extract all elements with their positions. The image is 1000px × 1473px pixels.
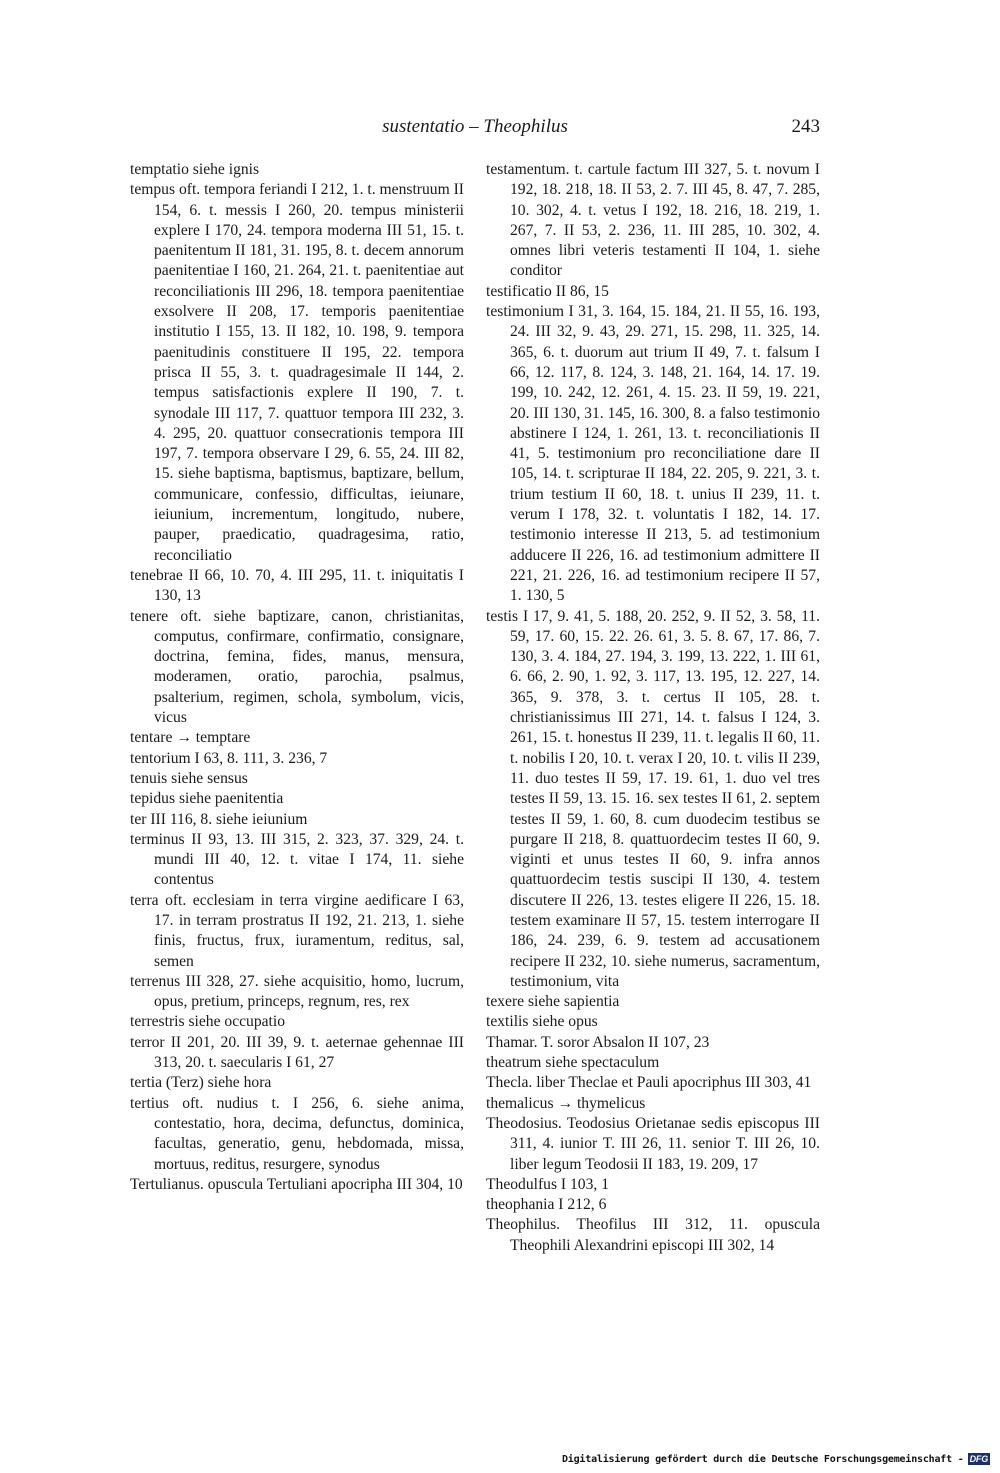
index-entry: Theophilus. Theofilus III 312, 11. opuscula Theophili Alexandrini episcopi III 302, 14 (486, 1216, 820, 1254)
index-entry: tentorium I 63, 8. 111, 3. 236, 7 (130, 749, 328, 767)
index-entry: tertia (Terz) siehe hora (130, 1074, 272, 1092)
index-entry: tenere oft. siehe baptizare, canon, christianitas, computus, confirmare, confirmatio, consignare, doctrina, femina, fides, manus, mensura, moderamen, oratio, parochia, psalmus, psalterium, regimen, schola, symbolum, vicis, vicus (130, 607, 464, 727)
index-entry: testimonium I 31, 3. 164, 15. 184, 21. II 55, 16. 193, 24. III 32, 9. 43, 29. 271, 15. 298, 11. 325, 14. 365, 6. t. duorum aut trium II 49, 7. t. falsum I 66, 12. 117, 8. 124, 3. 148, 21. 164, 14. 17. 19. 199, 10. 242, 12. 261, 4. 15. 23. II 59, 19. 221, 20. III 130, 31. 145, 16. 300, 8. a falso testimonio abstinere I 124, 1. 261, 13. t. reconciliationis II 41, 5. testimonium pro reconciliatione dare II 105, 14. t. scripturae II 184, 22. 205, 9. 221, 3. t. trium testium II 60, 18. t. unius II 239, 11. t. verum I 178, 32. t. voluntatis I 182, 14. 17. testimonio interesse II 213, 5. ad testimonium adducere II 226, 16. ad testimonium admittere II 221, 21. 226, 16. ad testimonium recipere II 57, 1. 130, 5 (486, 303, 820, 605)
digitization-footer (562, 1453, 990, 1465)
index-entry: Thamar. T. soror Absalon II 107, 23 (486, 1033, 710, 1051)
page-header (130, 116, 820, 142)
index-entry: testamentum. t. cartule factum III 327, 5. t. novum I 192, 18. 218, 18. II 53, 2. 7. III 45, 8. 47, 7. 285, 10. 302, 4. t. vetus I 192, 18. 216, 18. 219, 1. 267, 7. II 53, 2. 236, 11. III 285, 10. 302, 4. omnes libri veteris testamenti II 104, 1. siehe conditor (486, 161, 820, 280)
index-entry: tentare → temptare (130, 729, 251, 747)
index-entry: textilis siehe opus (486, 1013, 598, 1031)
index-entry: theophania I 212, 6 (486, 1196, 607, 1214)
index-entry: Theodosius. Teodosius Orietanae sedis episcopus III 311, 4. iunior T. III 26, 11. senior T. III 26, 10. liber legum Teodosii II 183, 19. 209, 17 (486, 1114, 820, 1173)
index-entry: terror II 201, 20. III 39, 9. t. aeternae gehennae III 313, 20. t. saecularis I 61, 27 (130, 1033, 464, 1072)
page-number: 243 (791, 116, 820, 137)
index-entry: temptatio siehe ignis (130, 161, 260, 178)
index-entry: Theodulfus I 103, 1 (486, 1175, 609, 1193)
index-entry: theatrum siehe spectaculum (486, 1054, 660, 1072)
index-entry: terminus II 93, 13. III 315, 2. 323, 37. 329, 24. t. mundi III 40, 12. t. vitae I 174, 11. siehe contentus (130, 830, 464, 889)
index-entry: tepidus siehe paenitentia (130, 790, 284, 808)
index-entry: testis I 17, 9. 41, 5. 188, 20. 252, 9. II 52, 3. 58, 11. 59, 17. 60, 15. 22. 26. 61, 3. 5. 8. 67, 17. 86, 7. 130, 3. 4. 184, 27. 194, 3. 199, 13. 222, 1. III 61, 6. 66, 2. 90, 1. 92, 3. 117, 13. 195, 12. 227, 14. 365, 9. 378, 3. t. certus II 105, 28. t. christianissimus III 271, 14. t. falsus I 124, 3. 261, 15. t. honestus II 239, 11. t. legalis II 60, 11. t. nobilis I 20, 10. t. verax I 20, 10. t. vilis II 239, 11. duo testes II 59, 17. 19. 61, 1. duo vel tres testes II 59, 13. 15. 16. sex testes II 61, 2. septem testes II 59, 1. 60, 8. cum duodecim testibus se purgare II 218, 8. quattuordecim testes II 60, 9. viginti et unus testes II 60, 9. infra annos quattuordecim testis suscipi II 130, 4. testem discutere II 226, 13. testes eligere II 226, 15. 18. testem examinare II 57, 15. testem interrogare II 186, 24. 239, 6. 9. testem ad accusationem recipere II 232, 10. siehe numerus, sacramentum, testimonium, vita (486, 607, 820, 990)
index-entry: tenuis siehe sensus (130, 769, 248, 787)
dfg-logo: DFG (969, 1454, 988, 1464)
left-column (130, 160, 464, 1195)
index-entry: ter III 116, 8. siehe ieiunium (130, 810, 308, 828)
footer-text: Digitalisierung gefördert durch die Deutsche Forschungsgemeinschaft - (561, 1453, 964, 1465)
index-entry: testificatio II 86, 15 (486, 282, 609, 300)
index-entry: Tertulianus. opuscula Tertuliani apocripha III 304, 10 (130, 1175, 463, 1193)
index-entry: themalicus → thymelicus (486, 1094, 646, 1112)
running-title: sustentatio – Theophilus (382, 116, 568, 137)
index-entry: terra oft. ecclesiam in terra virgine aedificare I 63, 17. in terram prostratus II 192, 21. 213, 1. siehe finis, fructus, frux, iuramentum, reditus, sal, semen (130, 891, 464, 970)
index-entry: texere siehe sapientia (486, 993, 620, 1011)
index-entry: Thecla. liber Theclae et Pauli apocriphus III 303, 41 (486, 1074, 812, 1092)
index-entry: terrenus III 328, 27. siehe acquisitio, homo, lucrum, opus, pretium, princeps, regnum, res, rex (130, 972, 464, 1011)
index-entry: terrestris siehe occupatio (130, 1013, 286, 1031)
index-entry: tempus oft. tempora feriandi I 212, 1. t. menstruum II 154, 6. t. messis I 260, 20. tempus ministerii explere I 170, 24. tempora moderna III 51, 15. t. paenitentum II 181, 31. 195, 8. t. decem annorum paenitentiae I 160, 21. 264, 21. t. paenitentiae aut reconciliationis III 296, 18. tempora paenitentiae exsolvere II 208, 17. temporis paenitentiae institutio I 155, 13. II 182, 10. 198, 9. tempora paenitudinis constituere II 195, 22. tempora prisca II 55, 3. t. quadragesimale II 144, 2. tempus satisfactionis explere II 190, 7. t. synodale III 117, 7. quattuor tempora III 232, 3. 4. 295, 20. quattuor consecrationis tempora III 197, 7. tempora observare I 29, 6. 55, 24. III 82, 15. siehe baptisma, baptismus, baptizare, bellum, communicare, confessio, difficultas, ieiunare, ieiunium, incrementum, longitudo, nubere, pauper, praedicatio, quadragesima, ratio, reconciliatio (130, 181, 464, 564)
index-entry: tertius oft. nudius t. I 256, 6. siehe anima, contestatio, hora, decima, defunctus, dominica, facultas, generatio, genu, hebdomada, missa, mortuus, reditus, resurgere, synodus (130, 1094, 464, 1173)
right-column (486, 160, 820, 1256)
index-entry: tenebrae II 66, 10. 70, 4. III 295, 11. t. iniquitatis I 130, 13 (130, 566, 464, 605)
